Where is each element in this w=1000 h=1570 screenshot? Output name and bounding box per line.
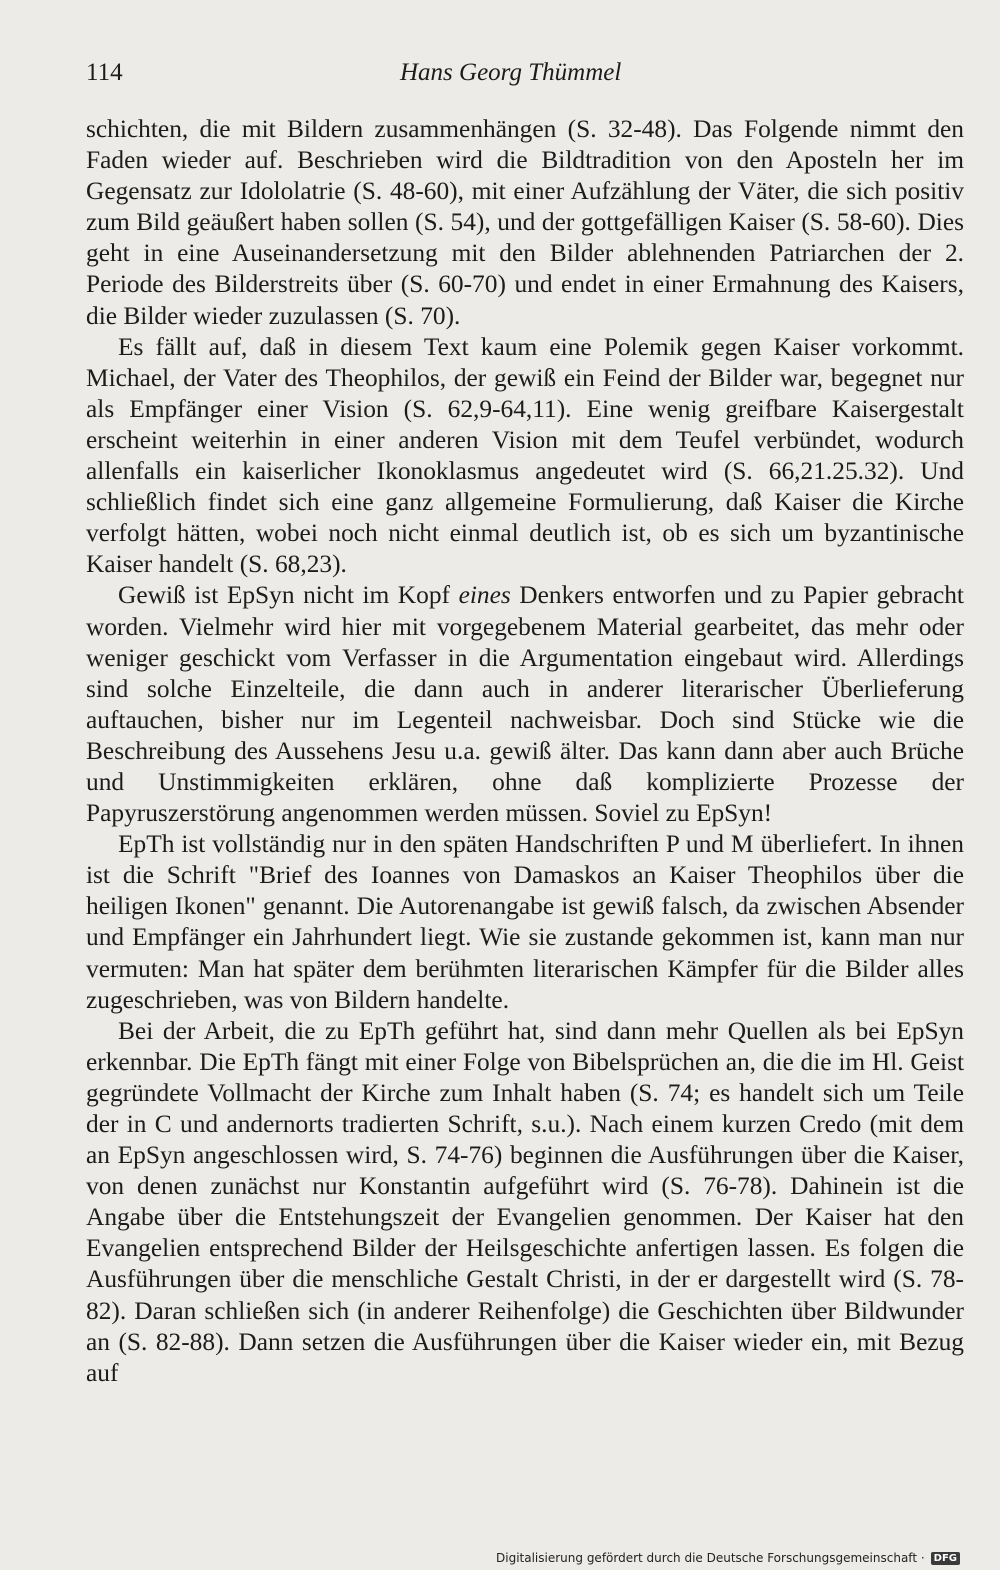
dfg-logo-icon: DFG (931, 1552, 960, 1565)
running-head-author: Hans Georg Thümmel (400, 59, 622, 86)
paragraph-4: EpTh ist vollständig nur in den späten Handschriften P und M überliefert. In ihnen ist die Schrift "Brief des Ioannes von Damaskos an Kaiser Theophilos über die heiligen Ikonen" genannt. Die Autorenangabe ist gewiß falsch, da zwischen Absender und Empfänger ein Jahrhundert liegt. Wie sie zustande gekommen ist, kann man nur vermuten: Man hat später dem berühmten literarischen Kämpfer für die Bilder alles zugeschrieben, was von Bildern handelte. (86, 830, 964, 1014)
paragraph-1: schichten, die mit Bildern zusammenhängen (S. 32-48). Das Folgende nimmt den Faden wieder auf. Beschrieben wird die Bildtradition von den Aposteln her im Gegensatz zur Idololatrie (S. 48-60), mit einer Aufzählung der Väter, die sich positiv zum Bild geäußert haben sollen (S. 54), und der gottgefälligen Kaiser (S. 58-60). Dies geht in eine Auseinandersetzung mit den Bilder ablehnenden Patriarchen der 2. Periode des Bilderstreits über (S. 60-70) und endet in einer Ermahnung des Kaisers, die Bilder wieder zuzulassen (S. 70). (86, 115, 964, 330)
paragraph-3 (86, 580, 964, 829)
paragraph-3-emphasis: eines (458, 581, 511, 610)
page-number: 114 (86, 59, 123, 86)
paragraph-3-rest: Denkers entworfen und zu Papier gebracht worden. Vielmehr wird hier mit vorgegebenem Material gearbeitet, das mehr oder weniger geschickt vom Verfasser in die Argumentation eingebaut wird. Allerdings sind solche Einzelteile, die dann auch in anderer literarischer Überlieferung auftauchen, bisher nur im Legenteil nachweisbar. Doch sind Stücke wie die Beschreibung des Aussehens Jesu u.a. gewiß älter. Das kann dann aber auch Brüche und Unstimmigkeiten erklären, ohne daß komplizierte Prozesse der Papyruszerstörung angenommen werden müssen. Soviel zu EpSyn! (86, 581, 964, 828)
paragraph-2: Es fällt auf, daß in diesem Text kaum eine Polemik gegen Kaiser vorkommt. Michael, der Vater des Theophilos, der gewiß ein Feind der Bilder war, begegnet nur als Empfänger einer Vision (S. 62,9-64,11). Eine wenig greifbare Kaisergestalt erscheint weiterhin in einer anderen Vision mit dem Teufel verbündet, wodurch allenfalls ein kaiserlicher Ikonoklasmus angedeutet wird (S. 66,21.25.32). Und schließlich findet sich eine ganz allgemeine Formulierung, daß Kaiser die Kirche verfolgt hätten, wobei noch nicht einmal deutlich ist, ob es sich um byzantinische Kaiser handelt (S. 68,23). (86, 332, 964, 579)
paragraph-5: Bei der Arbeit, die zu EpTh geführt hat, sind dann mehr Quellen als bei EpSyn erkennbar. Die EpTh fängt mit einer Folge von Bibelsprüchen an, die die im Hl. Geist gegründete Vollmacht der Kirche zum Inhalt haben (S. 74; es handelt sich um Teile der in C und andernorts tradierten Schrift, s.u.). Nach einem kurzen Credo (mit dem an EpSyn angeschlossen wird, S. 74-76) beginnen die Ausführungen über die Kaiser, von denen zunächst nur Konstantin aufgeführt wird (S. 76-78). Dahinein ist die Angabe über die Entstehungszeit der Evangelien genommen. Der Kaiser hat den Evangelien entsprechend Bilder der Heilsgeschichte anfertigen lassen. Es folgen die Ausführungen über die menschliche Gestalt Christi, in der er dargestellt wird (S. 78-82). Daran schließen sich (in anderer Reihenfolge) die Geschichten über Bildwunder an (S. 82-88). Dann setzen die Ausführungen über die Kaiser wieder ein, mit Bezug auf (86, 1016, 964, 1387)
body-text (86, 114, 964, 1389)
footer-credit-text: Digitalisierung gefördert durch die Deutsche Forschungsgemeinschaft · (496, 1551, 925, 1565)
digitization-footer (496, 1550, 960, 1566)
paragraph-3-start: Gewiß ist EpSyn nicht im Kopf (118, 581, 459, 610)
